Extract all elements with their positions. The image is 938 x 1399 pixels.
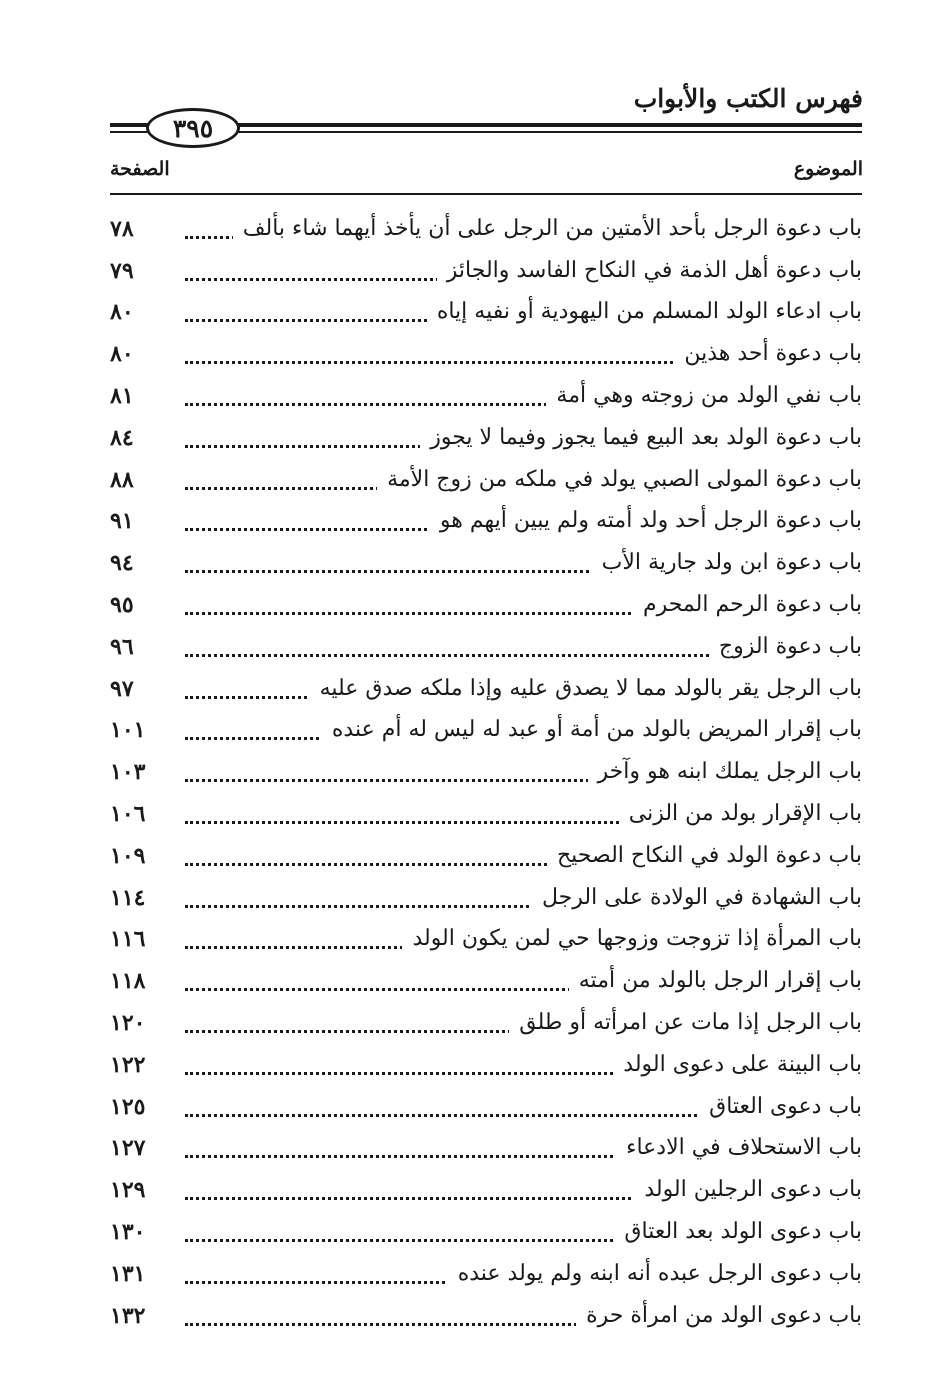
toc-entry-title: باب البينة على دعوى الولد: [613, 1054, 862, 1076]
toc-entry-page: ١٠٣: [110, 759, 146, 786]
toc-entry: [110, 793, 862, 835]
toc-entry-page: ١٢٧: [110, 1135, 146, 1162]
toc-entry: [110, 208, 862, 250]
toc-entry-page: ٨٠: [110, 299, 134, 326]
toc-entry-title: باب دعوة الرجل أحد ولد أمته ولم يبين أيهم هو: [430, 510, 862, 532]
page-number-oval: [146, 108, 240, 148]
toc-entry-title: باب دعوة الولد بعد البيع فيما يجوز وفيما لا يجوز: [420, 427, 862, 449]
toc-entry-page: ٩٦: [110, 633, 134, 660]
toc-entry: [110, 1128, 862, 1170]
toc-entry-page: ٩٤: [110, 550, 134, 577]
toc-entry-title: باب دعوى العتاق: [699, 1096, 862, 1118]
toc-entry-page: ٩١: [110, 508, 134, 535]
toc-entry: [110, 1086, 862, 1128]
toc-entry: [110, 919, 862, 961]
table-of-contents: [110, 208, 862, 1337]
toc-entry: [110, 501, 862, 543]
toc-entry-page: ١٢٢: [110, 1051, 146, 1078]
toc-entry-page: ١٠٦: [110, 801, 146, 828]
toc-entry-title: باب نفي الولد من زوجته وهي أمة: [546, 385, 862, 407]
toc-entry: [110, 584, 862, 626]
toc-entry-page: ١١٦: [110, 926, 146, 953]
toc-entry: [110, 626, 862, 668]
toc-entry-page: ٧٩: [110, 257, 134, 284]
toc-entry-title: باب الرجل يملك ابنه هو وآخر: [588, 761, 863, 783]
toc-entry-page: ٩٥: [110, 592, 134, 619]
toc-entry-title: باب دعوى الولد من امرأة حرة: [576, 1305, 862, 1327]
toc-entry-title: باب دعوة ابن ولد جارية الأب: [592, 552, 862, 574]
toc-entry: [110, 710, 862, 752]
toc-entry: [110, 877, 862, 919]
toc-entry-page: ٨٨: [110, 466, 134, 493]
toc-entry-title: باب الشهادة في الولادة على الرجل: [532, 887, 862, 909]
toc-entry-title: باب دعوى الرجلين الولد: [634, 1179, 862, 1201]
toc-entry: [110, 835, 862, 877]
page-column-header: الصفحة: [110, 158, 170, 180]
toc-entry-page: ٩٧: [110, 675, 134, 702]
toc-entry: [110, 1253, 862, 1295]
toc-entry: [110, 960, 862, 1002]
toc-entry-title: باب دعوة أهل الذمة في النكاح الفاسد والجائز: [437, 260, 862, 282]
toc-entry-title: باب الإقرار بولد من الزنى: [619, 803, 862, 825]
toc-entry-page: ١٢٥: [110, 1093, 146, 1120]
header-rule-ornament: [110, 108, 862, 148]
topic-column-header: الموضوع: [793, 158, 863, 180]
toc-entry: [110, 459, 862, 501]
toc-entry: [110, 1169, 862, 1211]
toc-entry: [110, 751, 862, 793]
toc-entry-page: ١٠١: [110, 717, 146, 744]
toc-entry-title: باب دعوة الرحم المحرم: [633, 594, 862, 616]
column-header-rule: [110, 193, 862, 195]
toc-entry: [110, 668, 862, 710]
toc-entry-page: ١٠٩: [110, 842, 146, 869]
toc-entry: [110, 1211, 862, 1253]
toc-entry-title: باب إقرار المريض بالولد من أمة أو عبد له ليس له أم عنده: [322, 719, 862, 741]
toc-entry-title: باب الاستحلاف في الادعاء: [616, 1137, 862, 1159]
toc-entry-page: ٨٠: [110, 341, 134, 368]
toc-entry-title: باب دعوة المولى الصبي يولد في ملكه من زوج الأمة: [377, 469, 862, 491]
toc-entry-page: ١٢٠: [110, 1010, 146, 1037]
toc-entry-title: باب الرجل إذا مات عن امرأته أو طلق: [509, 1012, 862, 1034]
toc-entry: [110, 292, 862, 334]
toc-entry-title: باب دعوة الرجل بأحد الأمتين من الرجل على أن يأخذ أيهما شاء بألف: [233, 218, 862, 240]
toc-entry-title: باب إقرار الرجل بالولد من أمته: [569, 970, 862, 992]
toc-entry-page: ١٣٢: [110, 1302, 146, 1329]
toc-entry: [110, 1044, 862, 1086]
toc-entry-title: باب المرأة إذا تزوجت وزوجها حي لمن يكون الولد: [402, 928, 862, 950]
page-number: ٣٩٥: [172, 113, 214, 143]
toc-entry: [110, 375, 862, 417]
toc-entry: [110, 1002, 862, 1044]
toc-entry: [110, 417, 862, 459]
toc-entry: [110, 333, 862, 375]
toc-entry: [110, 542, 862, 584]
toc-entry-title: باب دعوة الزوج: [709, 636, 862, 658]
toc-entry-page: ٧٨: [110, 215, 134, 242]
toc-entry-page: ١٣١: [110, 1260, 146, 1287]
toc-entry-title: باب دعوة الولد في النكاح الصحيح: [547, 845, 862, 867]
toc-entry-page: ١٢٩: [110, 1177, 146, 1204]
toc-entry-page: ١١٤: [110, 884, 146, 911]
toc-entry-page: ٨١: [110, 383, 134, 410]
toc-entry: [110, 1295, 862, 1337]
toc-entry-page: ١٣٠: [110, 1219, 146, 1246]
toc-entry: [110, 250, 862, 292]
toc-entry-title: باب ادعاء الولد المسلم من اليهودية أو نفيه إياه: [427, 301, 862, 323]
toc-entry-title: باب الرجل يقر بالولد مما لا يصدق عليه وإذا ملكه صدق عليه: [310, 678, 862, 700]
toc-entry-title: باب دعوة أحد هذين: [674, 343, 862, 365]
toc-entry-title: باب دعوى الرجل عبده أنه ابنه ولم يولد عنده: [448, 1263, 862, 1285]
toc-entry-title: باب دعوى الولد بعد العتاق: [614, 1221, 862, 1243]
toc-entry-page: ١١٨: [110, 968, 146, 995]
running-title: فهرس الكتب والأبواب: [633, 84, 863, 113]
toc-entry-page: ٨٤: [110, 424, 134, 451]
